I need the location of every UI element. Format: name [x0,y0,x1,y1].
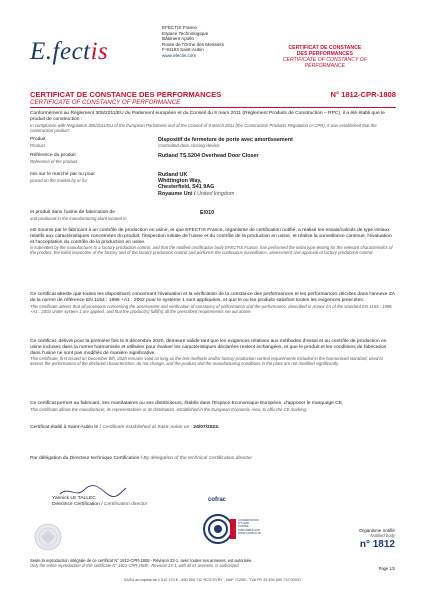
product-value [158,137,398,149]
plant-value: E/010 [200,210,215,216]
title-french: CERTIFICAT DE CONSTANCE DES PERFORMANCES [30,90,222,99]
header-fr-line2: DES PERFORMANCES [296,51,353,57]
company-address [162,25,224,59]
notified-body-label-fr: Organisme notifié [358,528,395,533]
cofrac-line: N°5-0020 [238,522,249,526]
address-line: Espace Technologique [162,30,209,36]
market-label-en: placed on the market by or for [30,177,88,183]
established-fr: Certificat établi à Saint-Aubin le / [30,425,101,430]
certificate-title-bar [30,90,396,108]
product-label [30,137,140,149]
ce-marking-en: This certificate allows the manufacturer, its representatives or its distributors, established in the European Economic Area, to affix the CE marking. [30,406,308,412]
cofrac-line: PORTEE [238,525,249,529]
plant-label-en: and produced in the manufacturing plant located in [30,215,127,221]
header-fr-line1: CERTIFICAT DE CONSTANCE [288,45,362,51]
market-value [158,172,398,197]
market-label-fr: mis sur le marché par ou pour [30,172,95,177]
reference-label [30,153,140,165]
product-label-en: Product [30,142,45,148]
delegation-en: By delegation of the technical Certification director [143,456,253,461]
validity-en: This certificate, first issued on December 8th, 2020 remains valid as long as the test methods and/or factory production control requirements included in the harmonised standard, used to assess the performance of the declared characteristics, do not change, and the product and the manufacturing conditions in the plant are not modified significantly. [30,356,384,367]
delegation-line [30,456,396,462]
reference-label-en: Reference of the product [30,158,78,164]
plant-row [30,210,396,224]
reproduction-notice [30,559,396,569]
product-row [30,137,396,153]
notified-body-block [359,528,395,550]
page-number: Page 1/2 [378,566,395,571]
logo-text-main: E.fect [30,38,91,65]
market-line: Rutland UK [158,172,188,178]
intro-paragraph [30,111,396,133]
market-label [30,172,140,184]
product-value-fr: Dispositif de fermeture de porte avec amortissement [158,137,293,143]
footer-fr: Seule la reproduction intégrale de ce certificat N° 1812-CPR-1808 - Révision 23-1, avec toutes ses annexes, est autorisée. [30,558,253,563]
validity-paragraph [30,339,396,366]
header-en-line2: PERFORMANCE [304,63,346,69]
address-line: Bâtiment Apollo [162,36,194,42]
plant-label [30,210,155,222]
website-link[interactable]: www.efectis.com [162,52,197,58]
notified-body-label-en: Notified body [370,533,395,538]
delegation-fr: Par délégation du Directeur technique Certification / [30,456,143,461]
market-country-fr: Royaume Uni / [158,190,196,197]
title-english: CERTIFICATE OF CONSTANCY OF PERFORMANCE [30,99,181,106]
attestation-fr: Ce certificat atteste que toutes les dispositions concernant l'évaluation et la vérification de la constance des performances et les performances décrites dans l'annexe ZA de la norme de référence EN 1154 : 1996 +A1 : 2002 pour le système 1 sont appliquées, et que le ou les produits satisfont toutes les exigences prescrites. [30,292,395,303]
header-en-line1: CERTIFICATE OF CONSTANCY OF [282,57,367,63]
intro-fr: Conformément au Règlement 305/2011/EU du Parlement européen et du Conseil du 9 mars 2011 (Règlement Produits de Construction – RPC), il a été établi que le produit de construction : [30,111,385,122]
footer-en: Only the entire reproduction of this certificate N° 1812-CPR-1808 - Revision 23-1, with all its annexes, is authorized. [30,562,240,568]
signatory-role-en: Certification director [103,501,148,507]
address-line: F-91193 Saint-Aubin [162,47,204,53]
established-en: Certificate established at Saint-Aubin on : [102,425,193,430]
validity-fr: Ce certificat, délivré pour la première fois le 8 décembre 2020, demeure valide tant que les exigences relatives aux méthodes d'essai et au contrôle de production en usine incluses dans la norme harmonisée et utilisées pour évaluer les caractéristiques déclarées restent inchangées, et que le produit et les conditions de fabrication dans l'usine ne sont pas modifiés de manière significative. [30,339,387,356]
attestation-paragraph [30,292,396,314]
certificate-number: N° 1812-CPR-1808 [330,90,396,99]
reference-label-fr: Référence du produit [30,153,76,158]
signatory-role [52,502,147,508]
efectis-seal-icon [33,522,63,552]
ce-marking-fr: Ce certificat permet au fabricant, ses mandataires ou ses distributeurs, établis dans l'Espace Economique Européen, d'apposer le marquage CE. [30,401,344,406]
cofrac-line: ACCREDITATION [238,519,259,522]
address-line: Route de l'Orme des Merisiers [162,41,224,47]
established-line [30,425,396,431]
market-line: Whittington Way, [158,178,202,185]
company-legal-info: SASU au capital de 1 512 170 € - 490 550 712 RCS EVRY - NAF 7120B - TVA FR 33 490 550 712 00031 [123,578,302,582]
cofrac-line: WWW.COFRAC.FR [238,531,262,535]
market-row [30,172,396,204]
efectis-logo [30,38,108,66]
reference-value: Rutland TS.5204 Overhead Door Closer [158,153,259,159]
signatory-role-fr: Directrice Certification / [52,501,103,507]
notified-body-number: n° 1812 [359,539,395,550]
intro-en: In compliance with Regulation 305/2011/EU of the European Parliament and of the Council of 9 March 2011 (the Construction Products Regulation or CPR), it was established that the construction product: [30,122,377,133]
product-label-fr: Produit [30,137,46,142]
plant-label-fr: et produit dans l'usine de fabrication de [30,210,115,215]
fpc-fr: est soumis par le fabricant à un contrôle de production en usine, et que EFECTIS France, organisme de certification notifié, a réalisé les essais/calculs de type initiaux relatifs aux caractéristiques concernées du produit, l'inspection initiale de l'usine et du contrôle de la production en usine, et réalise la surveillance continue, l'évaluation et l'acceptation du contrôle de la production en usine. [30,228,392,245]
address-line: EFECTIS France [162,25,197,30]
signatory-block [52,496,147,508]
signatory-name: Yannick LE TALLEC [52,496,96,501]
cofrac-name: cofrac [208,497,227,503]
ce-marking-paragraph [30,401,396,412]
product-value-en: Controlled door closing device [158,143,220,149]
cofrac-accreditation-logo [200,493,260,549]
market-country-en: United kingdom [196,190,235,197]
logo-text-accent: is [90,38,109,65]
header-certificate-label [283,45,367,69]
reference-row [30,153,396,167]
market-country [158,191,398,197]
fpc-en: is submitted by the manufacturer to a factory production control, and that the notified certification body EFECTIS France, has performed the initial type-testing for the relevant characteristics of the product, the initial inspection of the factory and of the factory production control and performs the continuous surveillance, assessment and approval of factory production control. [30,245,393,256]
cofrac-text [238,519,261,535]
market-line: Chesterfield, S41 9AG [158,184,215,191]
attestation-en: This certificate attests that all provisions concerning the assessment and verification of constancy of performance and the performance, described in Annex ZA of the standard EN 1154 : 1996 +A1 : 2002 under system 1 are applied, and that the product(s) fulfil(s) all the prescribed requirements set out above. [30,303,392,314]
established-date: 24/07/2023. [193,425,220,430]
fpc-paragraph [30,228,396,255]
cofrac-line: DISPONIBLE SUR [238,528,260,532]
